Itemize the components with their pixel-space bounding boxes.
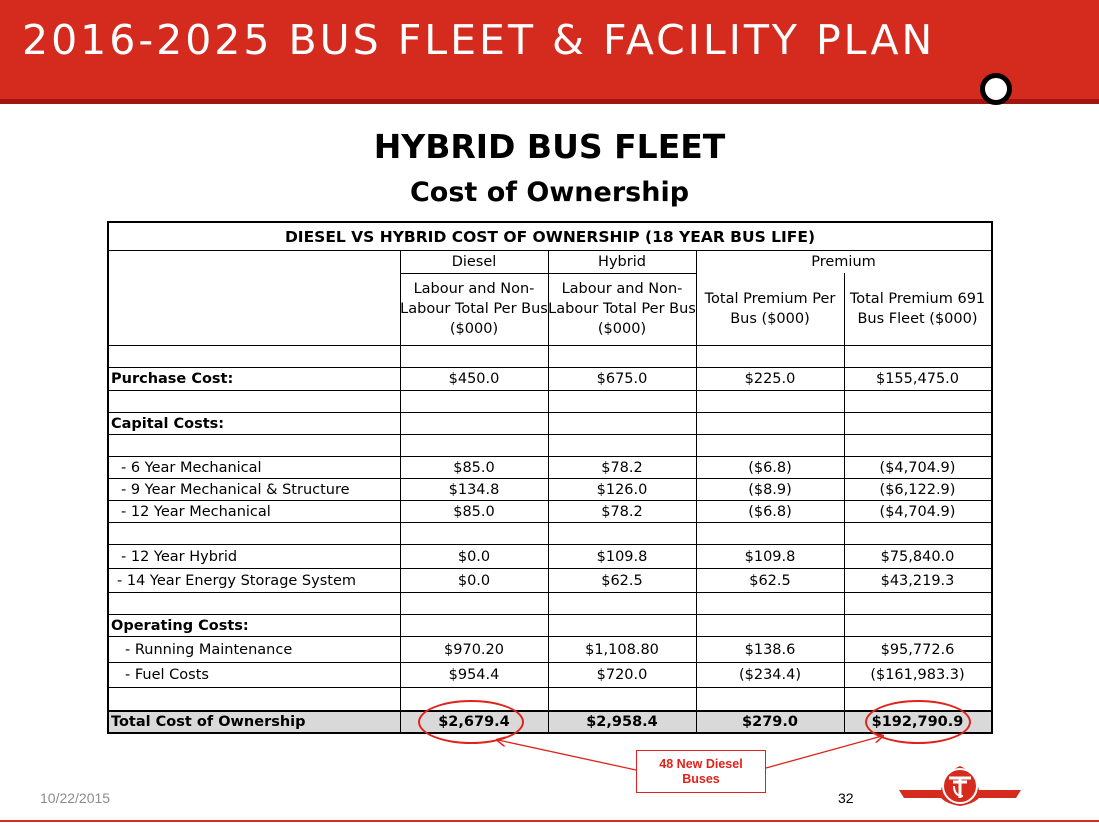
table-cell: $62.5: [601, 572, 643, 589]
table-cell: $225.0: [744, 371, 796, 387]
table-cell: $109.8: [596, 548, 648, 565]
colhead-premium-fleet-line2: Bus Fleet ($000): [857, 311, 978, 327]
page-number: 32: [838, 790, 854, 806]
row-label-9yr: - 9 Year Mechanical & Structure: [121, 481, 350, 498]
table-cell: ($6,122.9): [879, 481, 956, 498]
callout-line2: Buses: [682, 772, 720, 786]
row-label-12yr-hybrid: - 12 Year Hybrid: [121, 548, 238, 565]
colhead-diesel-line3: ($000): [449, 321, 499, 337]
table-cell: $85.0: [453, 459, 495, 476]
arrow-to-diesel-total: [498, 740, 636, 770]
table-cell: $126.0: [596, 481, 648, 498]
arrow-to-fleet-total: [766, 736, 882, 768]
row-label-capital: Capital Costs:: [111, 415, 225, 432]
colhead-diesel-line2: Labour Total Per Bus: [400, 301, 548, 317]
table-cell: $970.20: [444, 641, 504, 658]
table-cell: $138.6: [744, 641, 796, 658]
table-cell: $85.0: [453, 503, 495, 520]
table-cell: $0.0: [457, 548, 491, 565]
bottom-rule: [0, 820, 1099, 822]
table-cell: ($4,704.9): [879, 459, 956, 476]
table-cell: $43,219.3: [880, 572, 955, 589]
table-cell: $675.0: [596, 371, 648, 387]
total-hybrid: $2,958.4: [586, 714, 658, 730]
total-premium-fleet: $192,790.9: [871, 714, 964, 730]
colhead-diesel-line1: Labour and Non-: [413, 281, 535, 297]
colhead-premium-fleet-line1: Total Premium 691: [849, 291, 986, 307]
table-cell: $95,772.6: [880, 641, 955, 658]
colhead-premium-per-bus-line2: Bus ($000): [730, 311, 810, 327]
row-label-running-maint: - Running Maintenance: [125, 641, 293, 658]
table-cell: ($6.8): [748, 503, 792, 520]
colhead-premium-per-bus-line1: Total Premium Per: [704, 291, 836, 307]
table-cell: $155,475.0: [875, 371, 960, 387]
colhead-hybrid-line1: Labour and Non-: [561, 281, 683, 297]
table-cell: ($234.4): [738, 667, 802, 683]
table-cell: $720.0: [596, 667, 648, 683]
row-label-6yr: - 6 Year Mechanical: [121, 459, 262, 476]
row-label-12yr-mech: - 12 Year Mechanical: [121, 503, 271, 520]
page-title: HYBRID BUS FLEET: [373, 127, 726, 166]
table-cell: $78.2: [601, 459, 643, 476]
callout-line1: 48 New Diesel: [659, 757, 743, 771]
table-cell: $62.5: [749, 572, 791, 589]
table-caption: DIESEL VS HYBRID COST OF OWNERSHIP (18 YEAR BUS LIFE): [284, 228, 816, 246]
ttc-logo-icon: [897, 760, 1023, 808]
row-label-14yr-ess: - 14 Year Energy Storage System: [117, 572, 356, 589]
table-cell: ($6.8): [748, 459, 792, 476]
table-cell: ($161,983.3): [870, 667, 965, 683]
total-premium-per-bus: $279.0: [742, 714, 798, 730]
table-cell: $1,108.80: [585, 641, 659, 658]
header-premium: Premium: [811, 254, 876, 270]
table-cell: $78.2: [601, 503, 643, 520]
row-label-operating: Operating Costs:: [111, 617, 249, 634]
colhead-hybrid-line2: Labour Total Per Bus: [548, 301, 696, 317]
header-diesel: Diesel: [451, 254, 497, 270]
table-cell: ($4,704.9): [879, 503, 956, 520]
row-label-total: Total Cost of Ownership: [111, 714, 306, 730]
total-diesel: $2,679.4: [438, 714, 510, 730]
slide-title: 2016-2025 BUS FLEET & FACILITY PLAN: [22, 16, 936, 64]
callout-box: [636, 750, 766, 793]
row-label-purchase: Purchase Cost:: [111, 371, 234, 387]
table-cell: $450.0: [448, 371, 500, 387]
table-cell: $954.4: [448, 667, 500, 683]
table-cell: ($8.9): [748, 481, 792, 498]
table-cell: $109.8: [744, 548, 796, 565]
colhead-hybrid-line3: ($000): [597, 321, 647, 337]
table-cell: $134.8: [448, 481, 500, 498]
table-cell: $75,840.0: [880, 548, 955, 565]
header-hybrid: Hybrid: [598, 254, 646, 270]
table-cell: $0.0: [457, 572, 491, 589]
footer-date: 10/22/2015: [40, 790, 111, 806]
row-label-fuel: - Fuel Costs: [125, 667, 209, 683]
page-subtitle: Cost of Ownership: [409, 177, 690, 208]
